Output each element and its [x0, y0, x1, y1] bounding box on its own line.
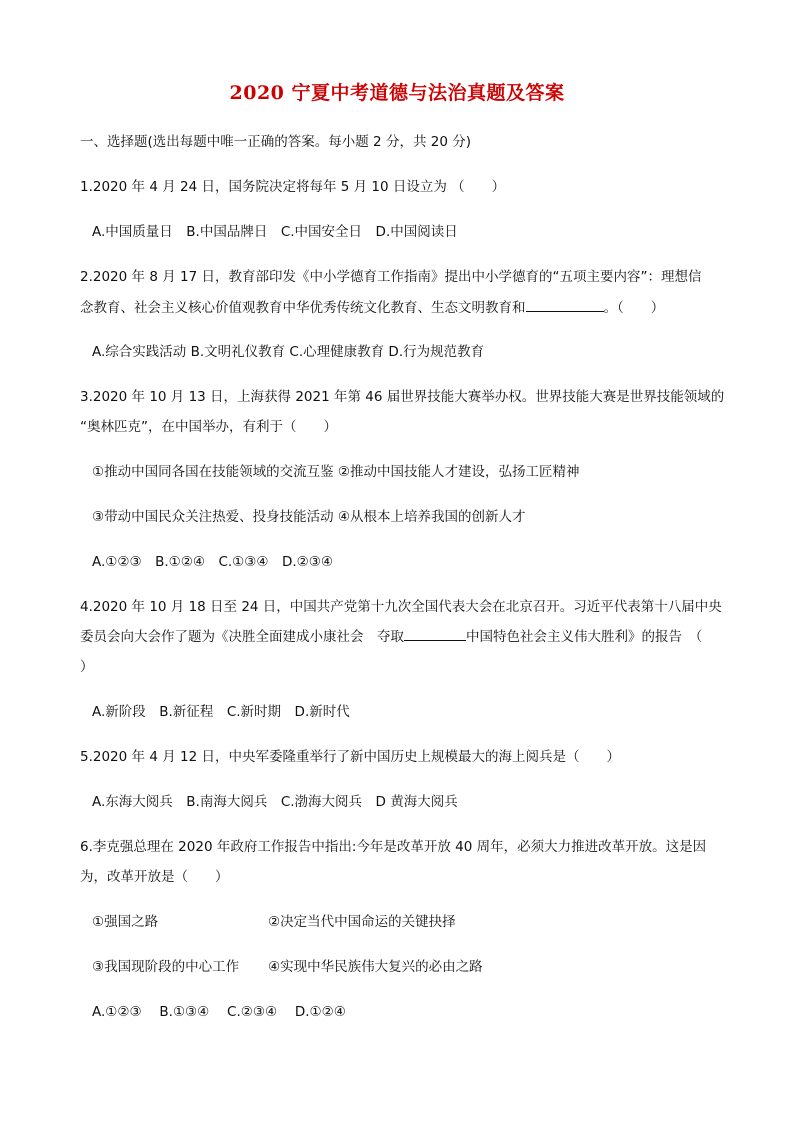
answer-blank: [526, 297, 604, 312]
question-1-options: A.中国质量日 B.中国品牌日 C.中国安全日 D.中国阅读日: [92, 224, 458, 240]
question-3-item-line-1: ①推动中国同各国在技能领域的交流互鉴 ②推动中国技能人才建设，弘扬工匠精神: [92, 464, 580, 480]
question-2-stem-line-1: 2.2020 年 8 月 17 日，教育部印发《中小学德育工作指南》提出中小学德育的“五项主要内容”：理想信: [80, 269, 702, 285]
section-heading: 一、选择题(选出每题中唯一正确的答案。每小题 2 分，共 20 分): [80, 134, 471, 150]
question-6-item-4: ④实现中华民族伟大复兴的必由之路: [268, 959, 483, 975]
page-title: 2020 宁夏中考道德与法治真题及答案: [229, 82, 565, 104]
question-6-options: A.①②③ B.①③④ C.②③④ D.①②④: [92, 1004, 346, 1020]
question-4-options: A.新阶段 B.新征程 C.新时期 D.新时代: [92, 704, 350, 720]
question-4-stem-text: 委员会向大会作了题为《决胜全面建成小康社会 夺取: [80, 629, 404, 645]
question-1-stem: 1.2020 年 4 月 24 日，国务院决定将每年 5 月 10 日设立为 （ ）: [80, 179, 506, 195]
question-3-stem-line-2: “奥林匹克”，在中国举办，有利于（ ）: [80, 419, 337, 435]
question-4-stem-line-1: 4.2020 年 10 月 18 日至 24 日，中国共产党第十九次全国代表大会在北京召开。习近平代表第十八届中央: [80, 599, 722, 615]
question-3-options: A.①②③ B.①②④ C.①③④ D.②③④: [92, 554, 333, 570]
question-2-options: A.综合实践活动 B.文明礼仪教育 C.心理健康教育 D.行为规范教育: [92, 344, 485, 360]
question-2-stem-line-2: [80, 296, 664, 316]
question-2-stem-end: 。（ ）: [603, 300, 665, 316]
question-3-stem-line-1: 3.2020 年 10 月 13 日，上海获得 2021 年第 46 届世界技能大赛举办权。世界技能大赛是世界技能领域的: [80, 389, 725, 405]
question-6-item-1: ①强国之路: [92, 914, 159, 930]
question-5-options: A.东海大阅兵 B.南海大阅兵 C.渤海大阅兵 D 黄海大阅兵: [92, 794, 458, 810]
question-4-stem-end: 中国特色社会主义伟大胜利》的报告 （: [466, 629, 703, 645]
answer-blank: [404, 626, 466, 641]
question-6-item-2: ②决定当代中国命运的关键抉择: [268, 914, 456, 930]
question-6-stem-line-2: 为，改革开放是（ ）: [80, 869, 229, 885]
question-4-stem-line-2: [80, 625, 702, 645]
question-2-stem-text: 念教育、社会主义核心价值观教育中华优秀传统文化教育、生态文明教育和: [80, 300, 526, 316]
question-3-item-line-2: ③带动中国民众关注热爱、投身技能活动 ④从根本上培养我国的创新人才: [92, 509, 526, 525]
question-6-stem-line-1: 6.李克强总理在 2020 年政府工作报告中指出:今年是改革开放 40 周年，必须大力推进改革开放。这是因: [80, 839, 707, 855]
question-6-item-3: ③我国现阶段的中心工作: [92, 959, 240, 975]
question-4-stem-line-3: ）: [80, 659, 94, 675]
question-5-stem: 5.2020 年 4 月 12 日，中央军委隆重举行了新中国历史上规模最大的海上阅兵是（ ）: [80, 749, 620, 765]
